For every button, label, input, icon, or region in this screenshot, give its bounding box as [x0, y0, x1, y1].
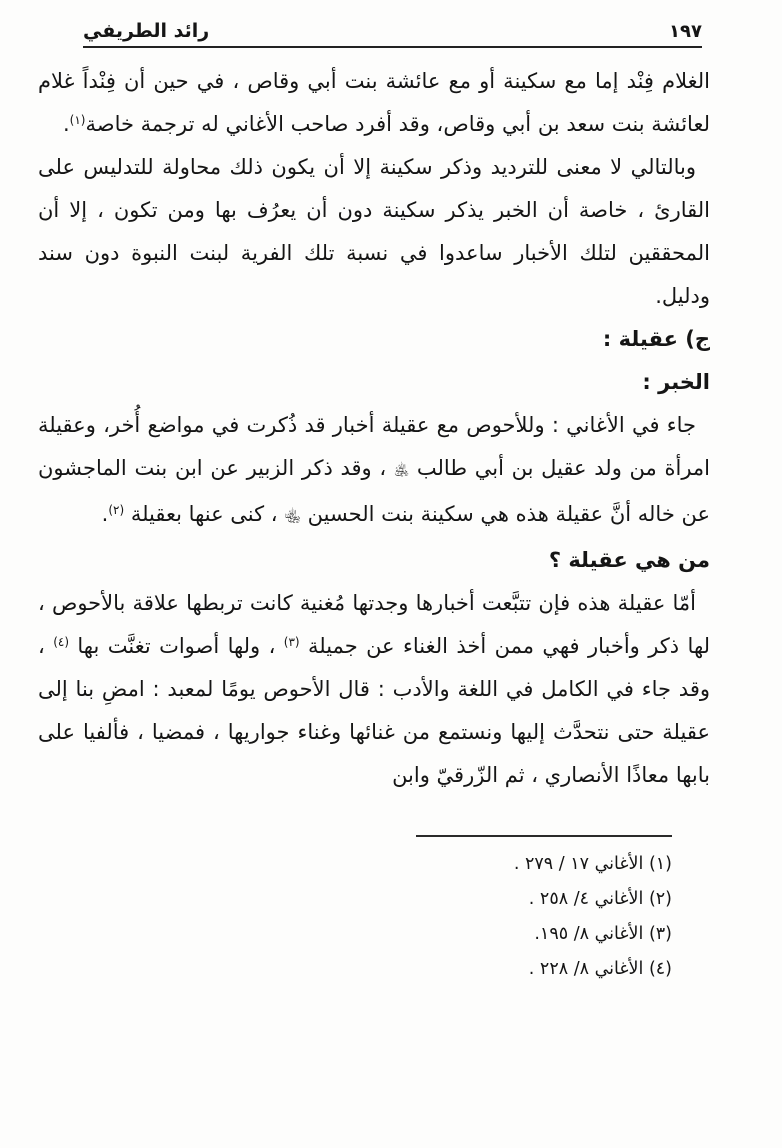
page-number: ١٩٧ [669, 21, 702, 42]
footnote-1-text: الأغاني ١٧ / ٢٧٩ . [513, 854, 644, 874]
honorific-radi-allahu-anhu-icon: ﵁ [393, 463, 410, 479]
paragraph-3-text-1: جاء في الأغاني : وللأحوص مع عقيلة أخبار قد ذُكرت في مواضع أُخر، وعقيلة امرأة من ولد عقيل بن أبي طالب [38, 413, 710, 480]
paragraph-3 [38, 404, 710, 539]
footnote-4-text: الأغاني ٨/ ٢٢٨ . [528, 959, 644, 979]
paragraph-3-text-3: ، كنى عنها بعقيلة [124, 502, 285, 526]
footnote-2 [416, 882, 672, 917]
page-body [38, 60, 710, 797]
paragraph-2-text: وبالتالي لا معنى للترديد وذكر سكينة إلا أن يكون ذلك محاولة للتدليس على القارئ ، خاصة أن الخبر يذكر سكينة دون أن يعرُف بها ومن تكون ، إلا أن المحققين لتلك الأخبار ساعدوا في نسبة تلك الفرية لبنت النبوة دون سند ودليل. [38, 155, 710, 308]
book-title: رائد الطريفي [83, 20, 210, 42]
footnote-2-text: الأغاني ٤/ ٢٥٨ . [528, 889, 644, 909]
footnote-marker-4: (٤) [53, 635, 70, 649]
footnote-4-label: (٤) [648, 959, 672, 979]
book-page [0, 20, 782, 1148]
paragraph-4-text-1: أمّا عقيلة هذه فإن تتبَّعت أخبارها وجدتها مُغنية كانت تربطها علاقة بالأحوص ، لها ذكر وأخبار فهي ممن أخذ الغناء عن جميلة [38, 591, 711, 658]
footnote-1 [416, 847, 672, 882]
section-heading-man-hiya-aqila: من هي عقيلة ؟ [548, 548, 710, 572]
page-header [83, 20, 702, 48]
footnote-marker-1: (١) [69, 113, 86, 127]
footnote-marker-2: (٢) [108, 503, 125, 517]
footnote-3 [416, 917, 672, 952]
paragraph-3-period: . [101, 502, 109, 526]
paragraph-4 [38, 582, 710, 797]
paragraph-4-text-2: ، ولها أصوات تغنَّت بها [69, 634, 284, 658]
paragraph-4-text-3: ، وقد جاء في الكامل في اللغة والأدب : قال الأحوص يومًا لمعبد : امضِ بنا إلى عقيلة حتى نتحدَّث إليها ونستمع من غنائها وغناء جواريها ، فمضيا ، فألفيا على بابها معاذًا الأنصاري ، ثم الزّرقيّ وابن [38, 634, 710, 787]
paragraph-1 [38, 60, 710, 146]
footnote-3-text: الأغاني ٨/ ١٩٥. [534, 924, 644, 944]
section-heading-khabar: الخبر : [642, 370, 710, 394]
paragraph-2 [38, 146, 710, 318]
section-heading-aqila: ج) عقيلة : [602, 327, 710, 351]
paragraph-1-text: الغلام فِنْد إما مع سكينة أو مع عائشة بنت أبي وقاص ، في حين أن فِنْداً غلام لعائشة بنت سعد بن أبي وقاص، وقد أفرد صاحب الأغاني له ترجمة خاصة [38, 69, 710, 136]
footnotes-block [416, 835, 672, 987]
paragraph-3-text-2: ، وقد ذكر الزبير عن ابن بنت الماجشون عن خاله أنَّ عقيلة هذه هي سكينة بنت الحسين [38, 456, 710, 526]
footnote-2-label: (٢) [648, 889, 672, 909]
paragraph-1-period: . [62, 112, 70, 136]
footnote-1-label: (١) [648, 854, 672, 874]
honorific-radi-allahu-anhuma-icon: ﵄ [284, 509, 301, 525]
footnote-marker-3: (٣) [283, 635, 300, 649]
footnote-3-label: (٣) [648, 924, 672, 944]
footnote-4 [416, 952, 672, 987]
